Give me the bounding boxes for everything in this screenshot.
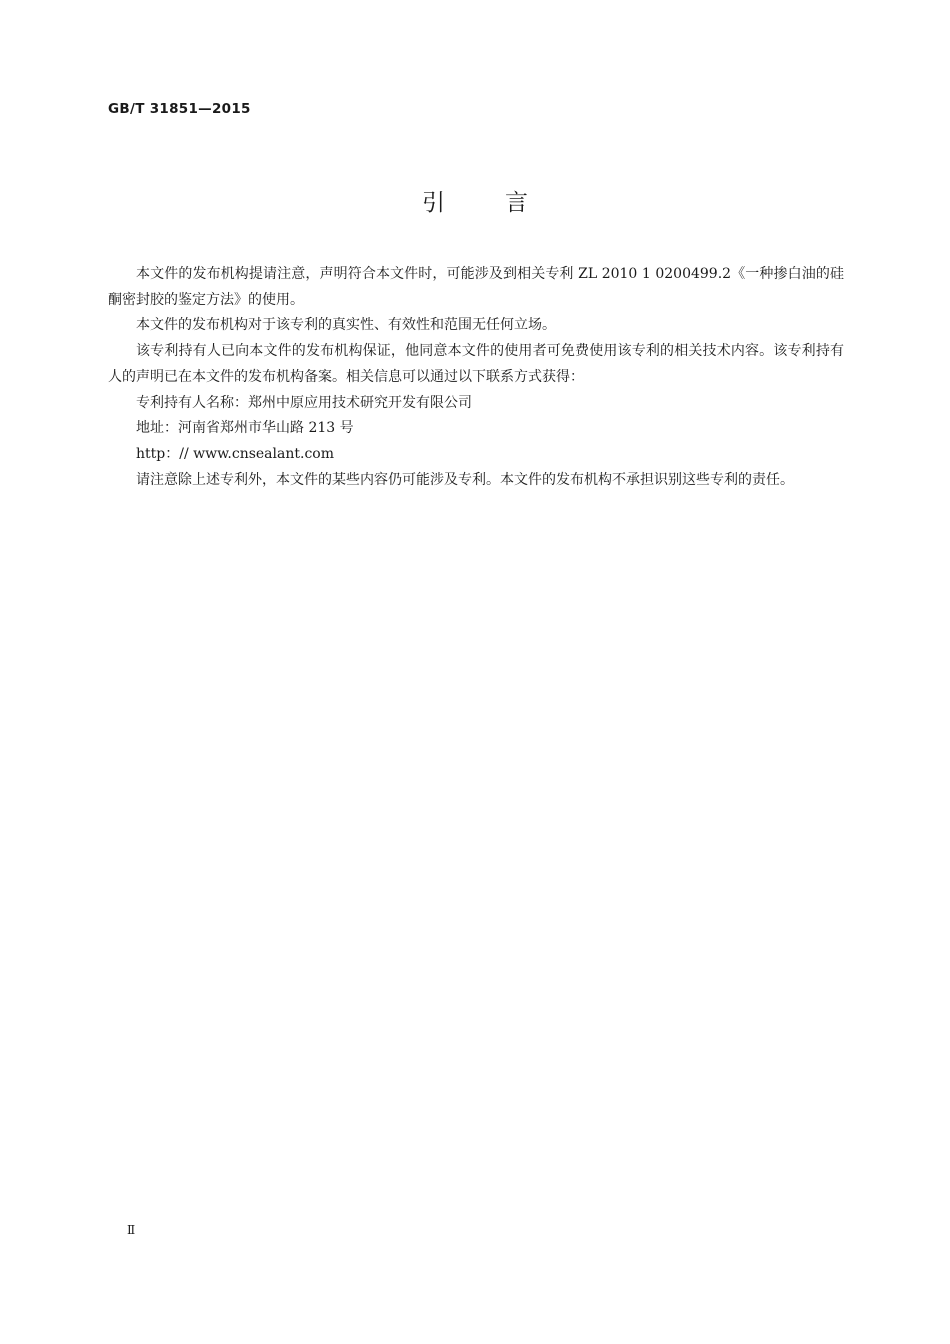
page-number: Ⅱ [127, 1223, 136, 1237]
paragraph-other-patents: 请注意除上述专利外，本文件的某些内容仍可能涉及专利。本文件的发布机构不承担识别这些专利的责任。 [136, 471, 794, 488]
paragraph-holder-website: http：// www.cnsealant.com [136, 445, 334, 462]
section-heading: 引言 [422, 190, 588, 216]
paragraph-no-position: 本文件的发布机构对于该专利的真实性、有效性和范围无任何立场。 [136, 317, 556, 334]
standard-number: GB/T 31851—2015 [108, 101, 251, 117]
paragraph-patent-notice: 本文件的发布机构提请注意，声明符合本文件时，可能涉及到相关专利 ZL 2010 1 0200499.2《一种掺白油的硅酮密封胶的鉴定方法》的使用。 [108, 266, 844, 308]
body-text [108, 262, 844, 493]
paragraph-holder-name: 专利持有人名称：郑州中原应用技术研究开发有限公司 [136, 394, 472, 411]
paragraph-holder-address: 地址：河南省郑州市华山路 213 号 [136, 420, 354, 437]
paragraph-holder-guarantee: 该专利持有人已向本文件的发布机构保证，他同意本文件的使用者可免费使用该专利的相关技术内容。该专利持有人的声明已在本文件的发布机构备案。相关信息可以通过以下联系方式获得： [108, 343, 844, 385]
